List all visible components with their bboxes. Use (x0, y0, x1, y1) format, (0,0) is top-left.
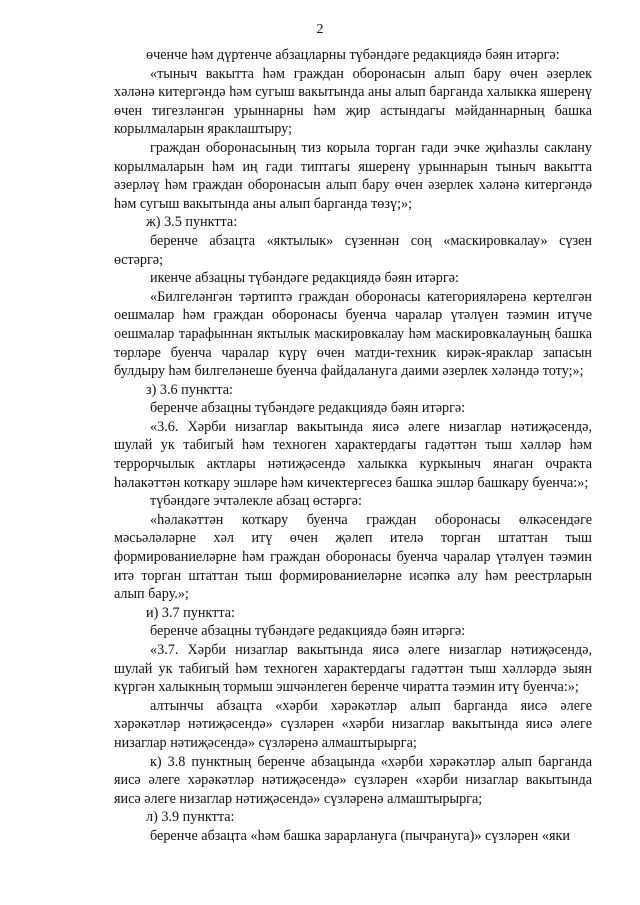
paragraph: беренче абзацта «яктылык» сүзеннән соң «маскировкалау» сүзен өстәргә; (114, 232, 592, 268)
paragraph: ж) 3.5 пунктта: (146, 214, 238, 231)
paragraph: «Билгеләнгән тәртиптә граждан оборонасы категорияләренә кертелгән оешмалар һәм граждан оборонасы буенча чаралар үтәлүен тәэмин итүче оешмалар тарафыннан яктылык маскировкалау һәм маскировкалауның башка төрләре буенча чаралар күрү өчен матди-техник кирәк-яраклар запасын булдыру һәм билгеләнеше буенча файдалануга даими әзерлек хәләндә тоту;»; (114, 288, 592, 380)
document-body (114, 46, 592, 846)
paragraph: беренче абзацта «һәм башка зарарлануга (пычрануга)» сүзләрен «яки (150, 827, 570, 844)
page-number: 2 (316, 22, 324, 37)
paragraph: «тыныч вакытта һәм граждан оборонасын алып бару өчен әзерлек хәләнә китергәндә һәм сугыш вакытында аны алып барганда халыкка яшеренү өчен тигезләнгән урыннарны һәм җир астындагы мәйданнарның башка корылмаларын яраклаштыру; (114, 65, 592, 138)
paragraph: икенче абзацны түбәндәге редакциядә бәян итәргә: (150, 270, 459, 287)
paragraph: «3.6. Хәрби низаглар вакытында яисә әлеге низаглар нәтиҗәсендә, шулай ук табигый һәм техноген характердагы гадәттән тыш хәлләр һәм террорчылык актлары нәтиҗәсендә халыкка куркыныч янаган очракта һәлакәттән коткару эшләре һәм кичектергесез башка эшләр башкару буенча:»; (114, 418, 592, 491)
paragraph: граждан оборонасының тиз корыла торган гади эчке җиһазлы саклану корылмаларын һәм иң гади типтагы яшеренү урыннарын тыныч вакытта әзерләү һәм граждан оборонасын алып бару өчен әзерлек хәләнә китергәндә һәм сугыш вакытында аны алып барганда төзү;»; (114, 139, 592, 212)
paragraph: «һәлакәттән коткару буенча граждан оборонасы өлкәсендәге мәсьәләләрне хәл итү өчен җәлеп ителә торган штаттан тыш формированиеләрне һәм граждан оборонасы буенча чаралар үтәлүен тәэмин итә торган штаттан тыш формированиеләрне исәпкә алу һәм реестрларын алып бару.»; (114, 511, 592, 603)
paragraph: к) 3.8 пунктның беренче абзацында «хәрби хәрәкәтләр алып барганда яисә әлеге хәрәкәтләр нәтиҗәсендә» сүзләрен «хәрби низаглар вакытында яисә әлеге низаглар нәтиҗәсендә» сүзләренә алмаштырырга; (114, 753, 592, 807)
paragraph: и) 3.7 пунктта: (146, 604, 235, 621)
paragraph: «3.7. Хәрби низаглар вакытында яисә әлеге низаглар нәтиҗәсендә, шулай ук табигый һәм техноген характердагы гадәттән тыш хәлләрдә зыян күргән халыкның тормыш эшчәнлеген беренче чиратта тәэмин итү буенча:»; (114, 642, 592, 696)
paragraph: алтынчы абзацта «хәрби хәрәкәтләр алып барганда яисә әлеге хәрәкәтләр нәтиҗәсендә» сүзләрен «хәрби низаглар вакытында яисә әлеге низаглар нәтиҗәсендә» сүзләренә алмаштырырга; (114, 697, 592, 751)
paragraph: л) 3.9 пунктта: (146, 809, 235, 826)
paragraph: з) 3.6 пунктта: (146, 381, 233, 398)
paragraph: өченче һәм дүртенче абзацларны түбәндәге редакциядә бәян итәргә: (146, 47, 560, 63)
paragraph: беренче абзацны түбәндәге редакциядә бәян итәргә: (150, 623, 466, 640)
paragraph: беренче абзацны түбәндәге редакциядә бәян итәргә: (150, 400, 466, 417)
paragraph: түбәндәге эчтәлекле абзац өстәргә: (150, 493, 362, 510)
